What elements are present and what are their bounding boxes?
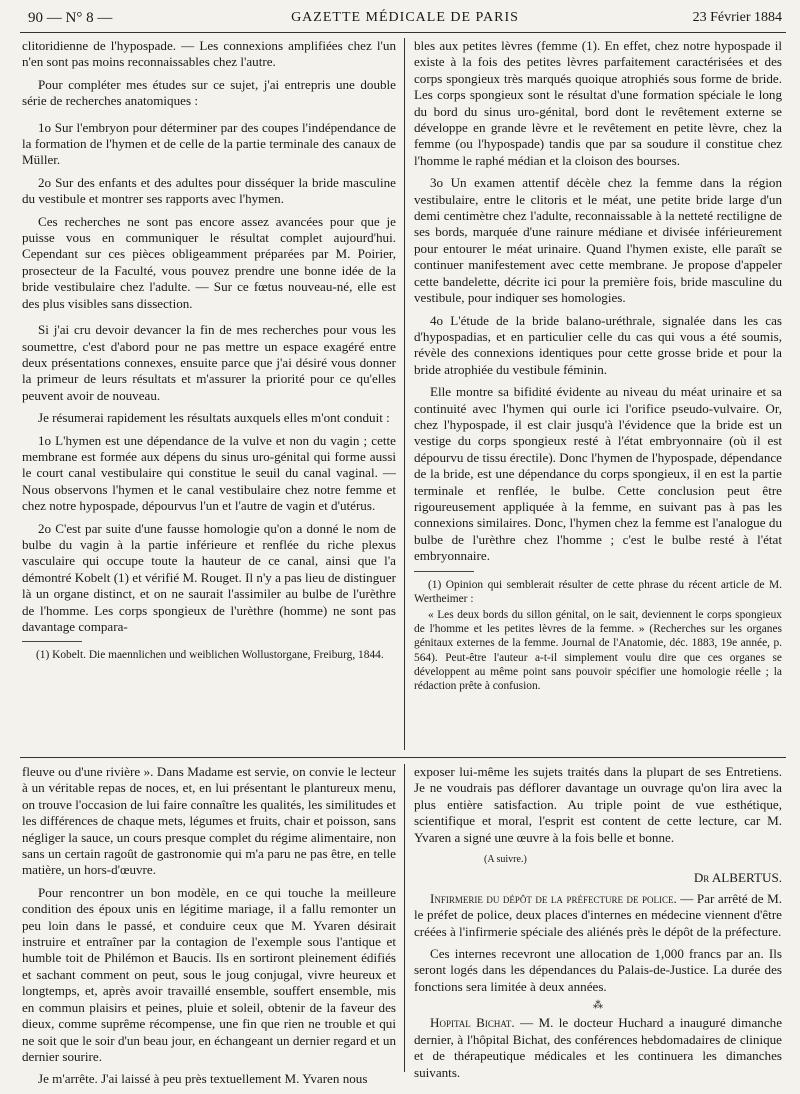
page-number: 90 — N° 8 — [28,10,113,26]
footnote-text: (1) Opinion qui semblerait résulter de cette phrase du récent article de M. Wertheimer : [414,578,782,605]
bottom-left-column [22,764,396,1094]
paragraph: fleuve ou d'une rivière ». Dans Madame est servie, on convie le lecteur à un véritable repas de noces, et, en lui présentant le plantureux menu, on trouve l'occasion de lui faire connaître les qualités, les similitudes et les différences de chaque mets, légumes et fruits, chair et poisson, sans négliger la sauce, un cours presque complet du régime alimentaire, non sans un certain ragoût de gastronomie qui m'a paru ne pas être, en telle matière, un hors-d'œuvre. [22,764,396,878]
top-right-column [414,38,782,695]
paragraph: Elle montre sa bifidité évidente au niveau du méat urinaire et sa continuité avec l'hymen qui ourle ici l'orifice pseudo-vulvaire. Or, chez l'hypospade, il est clair jusqu'à l'évidence que la bride est un vestige du corps spongieux resté à l'état embryonnaire (où il est dépourvu de tissu érectile). Donc l'hymen de l'hypospade, dépendance de la bride, est une dépendance du corps spongieux, il en est la partie terminale et renflée, le bulbe. Cette conclusion peut être rigoureusement appliquée à la femme, en suivant pas à pas les connexions similaires. Donc, l'hymen chez la femme est l'analogue du bulbe de l'urèthre chez l'homme ; c'est le bulbe resté à l'état embryonnaire. [414,384,782,564]
section-asterism: ⁂ [593,1000,603,1012]
top-left-column [22,38,396,665]
to-be-continued: (A suivre.) [484,854,527,866]
paragraph: 2o Sur des enfants et des adultes pour disséquer la bride masculine du vestibule et montrer ses rapports avec l'hymen. [22,174,396,207]
paragraph: Pour compléter mes études sur ce sujet, j'ai entrepris une double série de recherches anatomiques : [22,76,396,109]
paragraph: 1o Sur l'embryon pour déterminer par des coupes l'indépendance de la formation de l'hymen et de celle de la partie terminale des canaux de Müller. [22,119,396,168]
news-heading: Infirmerie du dépôt de la préfecture de police. [430,890,677,906]
paragraph: Je m'arrête. J'ai laissé à peu près textuellement M. Yvaren nous [38,1071,368,1087]
news-heading: Hopital Bichat. [430,1015,515,1031]
news-item [414,1015,782,1081]
news-text: — Par arrêté de M. le préfet de police, deux places d'internes en médecine viennent d'être créées à l'infirmerie spéciale des aliénés près le dépôt de la préfecture. [414,890,782,939]
header-rule [20,32,786,33]
news-item [414,891,782,940]
footnote-rule [22,641,82,642]
issue-date: 23 Février 1884 [692,10,782,25]
paragraph: Je résumerai rapidement les résultats auxquels elles m'ont conduit : [38,410,390,426]
signature-text: Dr ALBERTUS. [693,870,782,886]
author-signature [414,870,782,886]
footnote-text: (1) Kobelt. Die maennlichen und weiblichen Wollustorgane, Freiburg, 1844. [36,649,384,662]
paragraph: 1o L'hymen est une dépendance de la vulve et non du vagin ; cette membrane est formée aux dépens du sinus uro-génital qui forme aussi le court canal vestibulaire qui constitue le seuil du canal vaginal. — Nous observons l'hymen et le canal vestibulaire chez notre femme et chez notre hypospade, dépourvus l'un et l'autre de vagin et d'utérus. [22,432,396,514]
page-header [28,4,782,30]
bottom-right-column [414,764,782,1087]
paragraph: bles aux petites lèvres (femme (1). En effet, chez notre hypospade il existe à la fois des petites lèvres parfaitement caractérisées et des corps spongieux très marqués quoique atrophiés sous forme de bride. Les corps spongieux sont le résultat d'une formation spéciale le long du bord du sinus uro-génital, bord dont le revêtement externe se développe en grande lèvre et le revêtement en petite lèvre, chez la femme (ou l'hypospade) tandis que par sa soudure il constitue chez l'homme le raphé médian et la cloison des bourses. [414,38,782,168]
paragraph: exposer lui-même les sujets traités dans la plupart de ses Entretiens. Je ne voudrais pas déflorer davantage un ouvrage qu'on lira avec la plus entière satisfaction. Au triple point de vue esthétique, scientifique et moral, l'esprit est content de cette lecture, car M. Yvaren a signé une œuvre à la fois belle et bonne. [414,764,782,845]
footnote-text: « Les deux bords du sillon génital, on le sait, deviennent le corps spongieux de l'homme et les petites lèvres de la femme. » (Recherches sur les organes génitaux externes de la femme. Journal de l'Anatomie, déc. 1883, 19e année, p. 564). Peut-être l'auteur a-t-il simplement voulu dire que ces organes se développent au même point sans pouvoir spécifier une homologie réelle ; la rédaction prête à confusion. [414,609,782,693]
footnote-rule [414,571,474,572]
column-rule-bottom [404,764,405,1072]
paragraph: 4o L'étude de la bride balano-uréthrale, signalée dans les cas d'hypospadias, et en particulier celle du cas qui vous a été soumis, révèle des connexions identiques pour cette grosse bride et pour la bride atrophiée du vestibule féminin. [414,312,782,377]
paragraph: Pour rencontrer un bon modèle, en ce qui touche la meilleure condition des époux unis en légitime mariage, il a fallu remonter un peu loin dans le passé, et conduire ceux que M. Yvaren désirait instruire et entraîner par la contagion de l'exemple sous l'antique et humble toit de Philémon et Baucis. Ils en sortiront pleinement édifiés et sachant comment on peut, sous le joug conjugal, vivre heureux et longtemps, et, après avoir travaillé ensemble, souffert ensemble, mis en commun plaisirs et peines, pluie et soleil, obtenir de la faveur des dieux, comme suprême récompense, une fin que rien ne trouble et qui ne soit que le soir d'un beau jour, en échangeant un dernier regard et un dernier sourire. [22,884,396,1064]
paragraph: clitoridienne de l'hypospade. — Les connexions amplifiées chez l'un n'en sont pas moins reconnaissables chez l'autre. [22,38,396,70]
paragraph: 3o Un examen attentif décèle chez la femme dans la région vestibulaire, entre le clitoris et le méat, une petite bride large d'un demi centimètre chez l'adulte, reconnaissable à la netteté rectiligne de ses bords, marquée d'une rainure médiane et divisée inférieurement pour entourer le méat urinaire. Quand l'hymen existe, elle paraît se continuer manifestement avec cette membrane. Je propose d'appeler cette bandelette, décrite ici pour la première fois, bride masculine du vestibule, pour indiquer ses homologies. [414,175,782,306]
paragraph: 2o C'est par suite d'une fausse homologie qu'on a donné le nom de bulbe du vagin à la partie inférieure et renflée du riche plexus vasculaire qui occupe toute la hauteur de ce canal, ainsi que l'a démontré Kobelt (1) et vérifié M. Rouget. Il n'y a pas lieu de distinguer là un organe distinct, et on ne saurait l'assimiler au bulbe de l'urèthre de l'homme. Les corps spongieux de l'urèthre (homme) ne sont pas davantage compara- [22,520,396,634]
paragraph: Ces recherches ne sont pas encore assez avancées pour que je puisse vous en communiquer le résultat complet aujourd'hui. Cependant sur ces pièces obligeamment préparées par M. Poirier, prosecteur de la Faculté, vous pouvez prendre une bonne idée de la bride vestibulaire chez l'adulte. — Sur ce fœtus nouveau-né, elle est des plus visibles sans dissection. [22,213,396,311]
section-rule [20,757,786,758]
footnote [414,578,782,694]
column-rule-top [404,38,405,750]
paragraph: Si j'ai cru devoir devancer la fin de mes recherches pour vous les soumettre, c'est d'abord pour ne pas mettre un espace exagéré entre deux présentations connexes, ensuite parce que j'ai désiré vous donner la primeur de leurs résultats et m'assurer la priorité pour ce qu'elles peuvent avoir de nouveau. [22,322,396,403]
footnote [22,648,396,662]
paragraph: Ces internes recevront une allocation de 1,000 francs par an. Ils seront logés dans les dépendances du Palais-de-Justice. La durée des fonctions sera limitée à deux années. [414,946,782,994]
news-text: — M. le docteur Huchard a inauguré dimanche dernier, à l'hôpital Bichat, des conférences hebdomadaires de clinique et de thérapeutique médicales et les continuera les dimanches suivants. [414,1015,783,1080]
journal-title: GAZETTE MÉDICALE DE PARIS [291,10,519,25]
